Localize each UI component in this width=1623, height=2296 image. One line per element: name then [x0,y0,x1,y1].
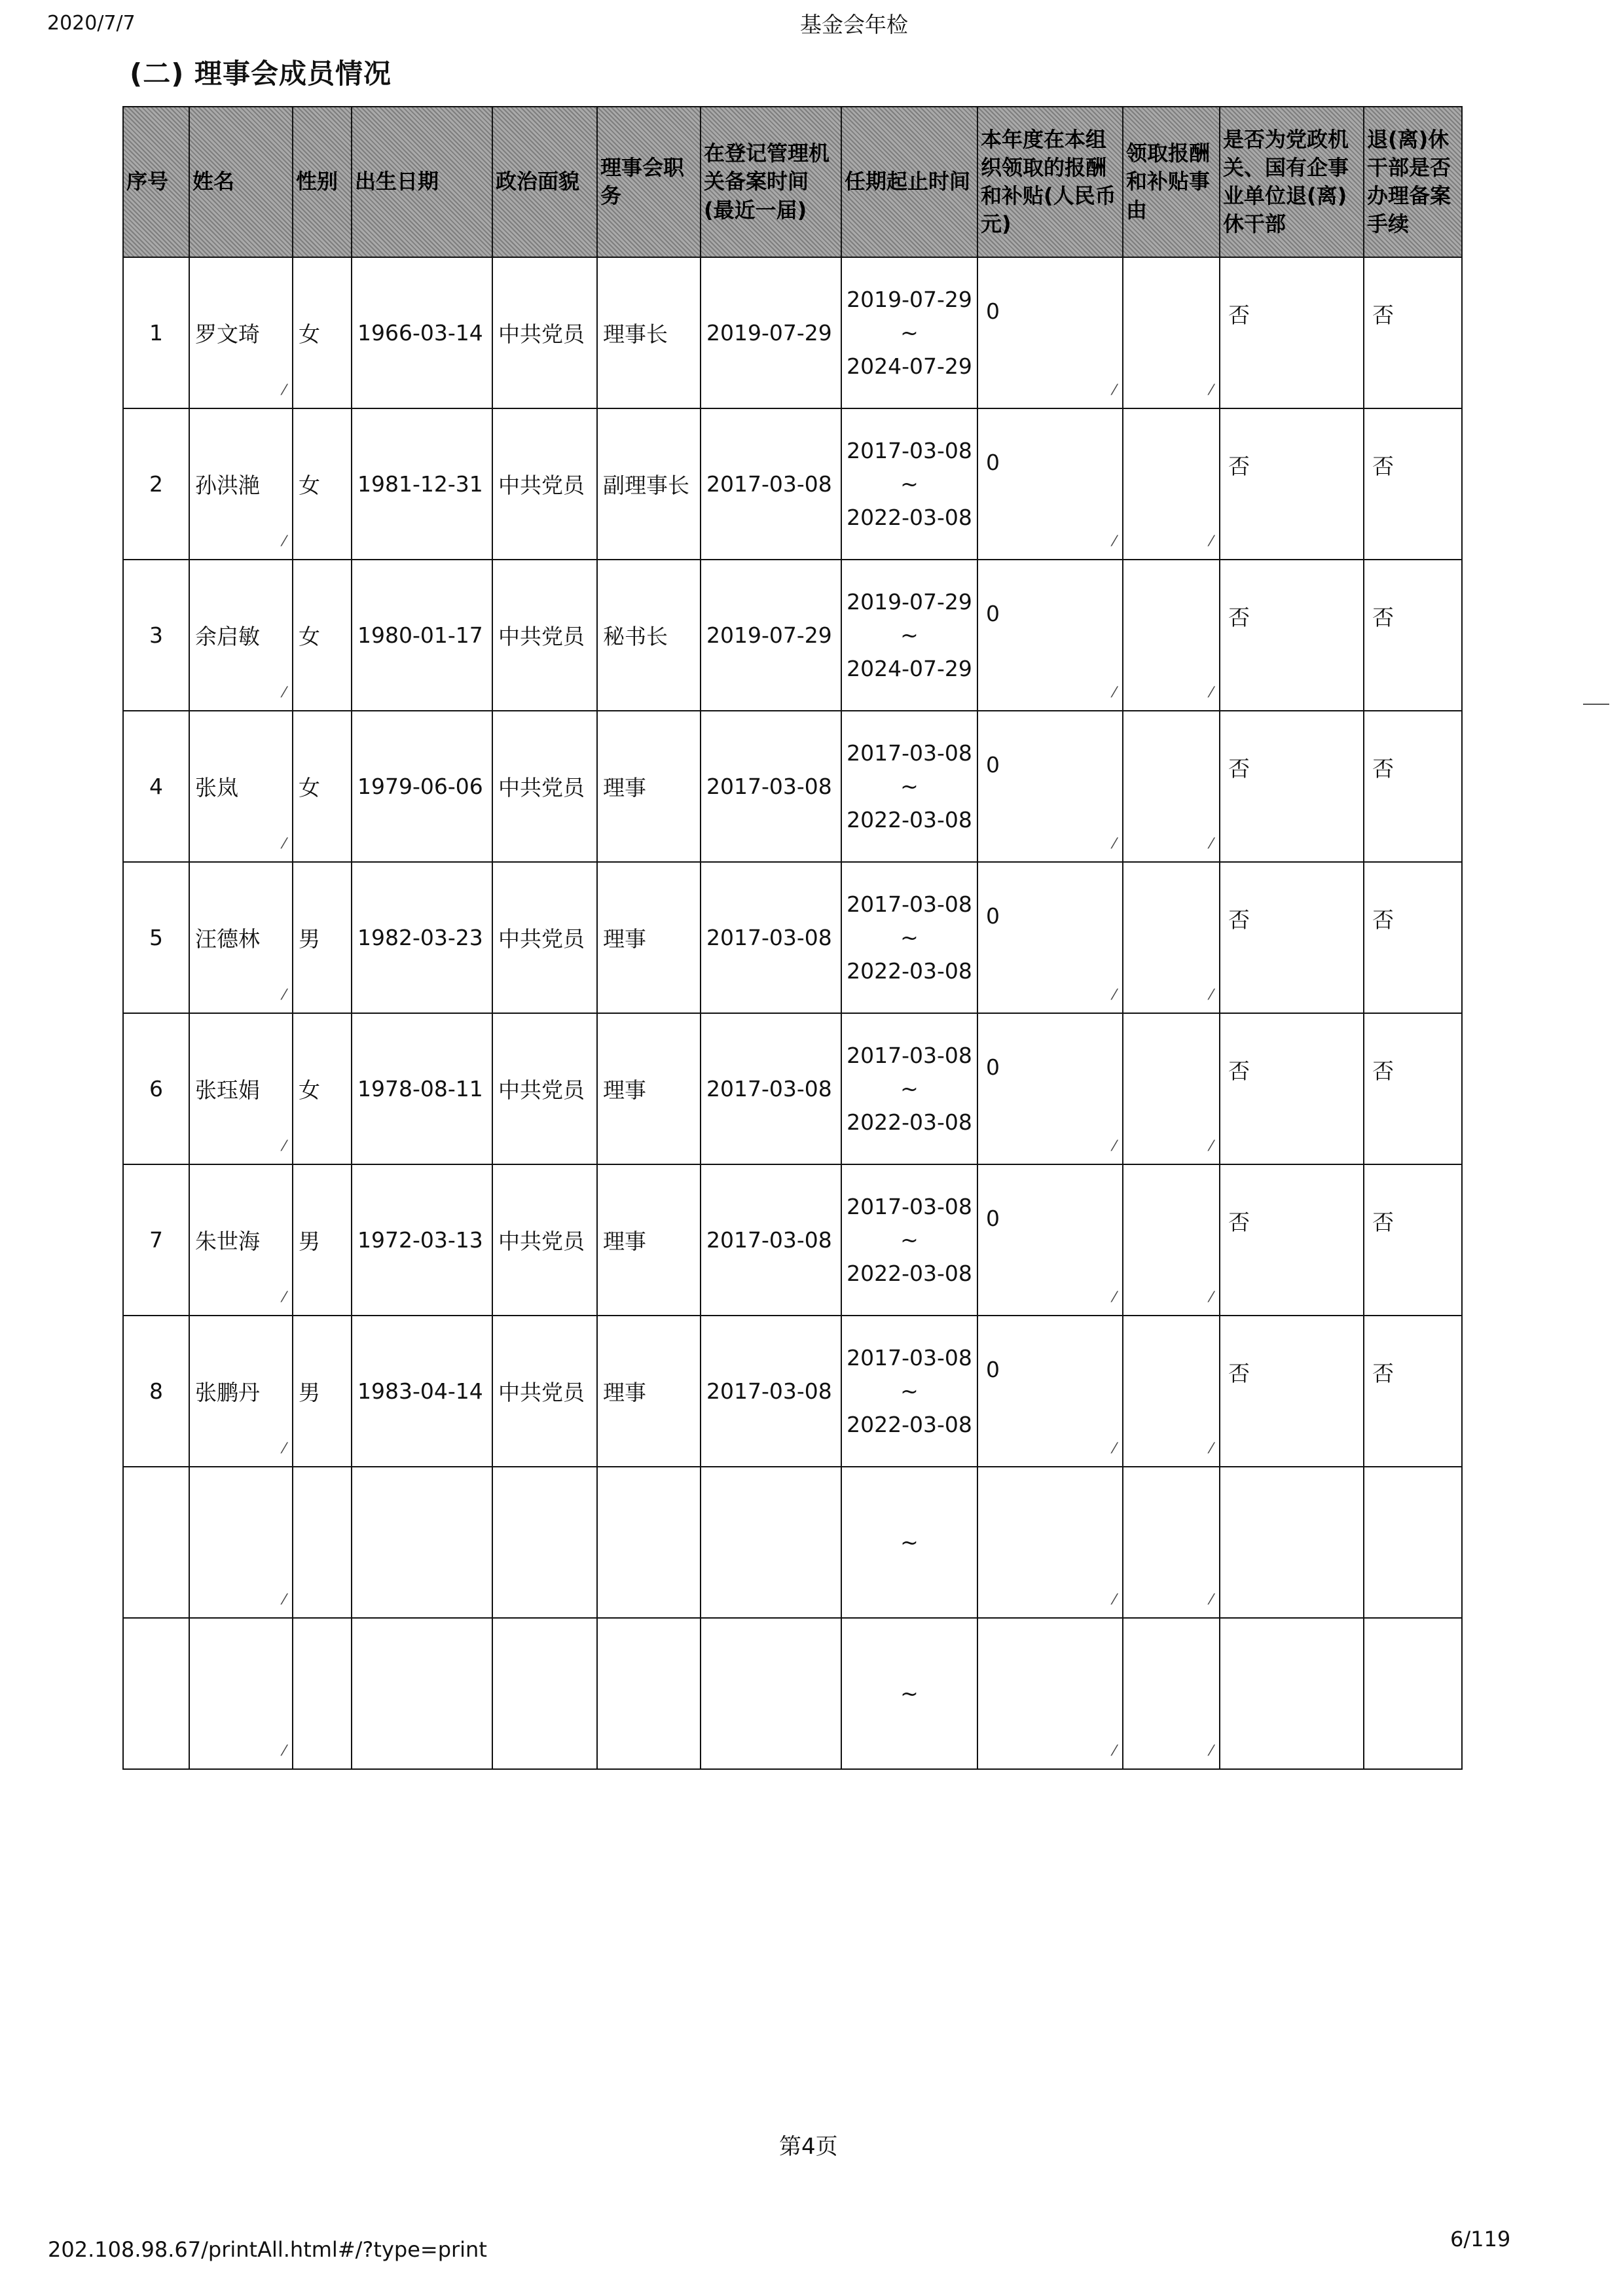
cell-retiree-filed-text: 否 [1372,302,1394,328]
cell-political-status-text: 中共党员 [498,775,585,800]
cell-gender [293,1467,352,1618]
column-header: 序号 [123,107,189,257]
cell-gender-text: 女 [299,473,320,498]
cell-retiree-filed [1364,711,1462,862]
resize-handle-icon: ⁄ [1113,685,1116,701]
cell-retiree-filed-text: 否 [1372,756,1394,781]
cell-retired-official [1220,1316,1364,1467]
cell-gender-text: 男 [299,1229,320,1254]
cell-filing-date [701,560,841,711]
cell-name [189,560,293,711]
cell-compensation-reason [1123,408,1220,560]
cell-retiree-filed [1364,1618,1462,1769]
cell-retiree-filed [1364,408,1462,560]
resize-handle-icon: ⁄ [283,1289,285,1306]
column-header: 在登记管理机关备案时间(最近一届) [701,107,841,257]
cell-retiree-filed [1364,1316,1462,1467]
cell-compensation [977,862,1123,1013]
cell-retired-official [1220,560,1364,711]
column-header: 任期起止时间 [841,107,977,257]
cell-compensation-reason [1123,1467,1220,1618]
cell-board-role-text: 秘书长 [603,624,668,649]
resize-handle-icon: ⁄ [283,1138,285,1155]
cell-political-status [492,257,597,408]
cell-filing-date [701,408,841,560]
cell-birth-date-text: 1980-01-17 [357,622,483,648]
cell-birth-date [352,1467,492,1618]
cell-index-text: 2 [149,471,163,497]
table-row [123,1467,1462,1618]
resize-handle-icon: ⁄ [283,1441,285,1457]
cell-retired-official [1220,711,1364,862]
term-sep: ~ [900,1378,919,1404]
cell-retiree-filed [1364,560,1462,711]
cell-name [189,1467,293,1618]
cell-filing-date-text: 2019-07-29 [706,622,832,648]
cell-board-role-text: 理事 [603,1077,646,1103]
cell-birth-date-text: 1982-03-23 [357,925,483,950]
cell-board-role-text: 理事长 [603,321,668,347]
cell-compensation-reason [1123,257,1220,408]
cell-index [123,862,189,1013]
cell-board-role [597,1164,701,1316]
term-end: 2022-03-08 [847,807,972,833]
resize-handle-icon: ⁄ [1210,382,1213,399]
cell-board-role-text: 理事 [603,1380,646,1405]
column-header: 领取报酬和补贴事由 [1123,107,1220,257]
cell-compensation-reason [1123,1316,1220,1467]
term-end: 2022-03-08 [847,1412,972,1438]
cell-retiree-filed [1364,1013,1462,1164]
section-title: (二) 理事会成员情况 [130,58,392,90]
cell-gender-text: 女 [299,624,320,649]
cell-gender-text: 男 [299,1380,320,1405]
cell-term [841,711,977,862]
cell-index [123,408,189,560]
table-row [123,408,1462,560]
cell-name [189,1013,293,1164]
cell-gender [293,560,352,711]
cell-birth-date [352,1164,492,1316]
cell-birth-date [352,257,492,408]
cell-board-role [597,257,701,408]
cell-political-status-text: 中共党员 [498,1077,585,1103]
cell-index-text: 7 [149,1227,163,1253]
cell-filing-date [701,257,841,408]
cell-filing-date [701,1013,841,1164]
cell-gender-text: 女 [299,321,320,347]
cell-compensation [977,1618,1123,1769]
cell-retiree-filed [1364,1164,1462,1316]
cell-index-text: 4 [149,774,163,799]
cell-political-status [492,1013,597,1164]
cell-filing-date-text: 2017-03-08 [706,925,832,950]
cell-retiree-filed [1364,257,1462,408]
cell-retired-official-text: 否 [1228,1210,1250,1235]
cell-birth-date [352,1316,492,1467]
term-end: 2024-07-29 [847,656,972,682]
resize-handle-icon: ⁄ [1210,1138,1213,1155]
cell-gender [293,408,352,560]
resize-handle-icon: ⁄ [1210,987,1213,1003]
cell-compensation-text: 0 [986,903,1000,929]
cell-compensation-reason [1123,862,1220,1013]
cell-filing-date [701,1467,841,1618]
term-sep: ~ [900,1075,919,1102]
cell-name-text: 朱世海 [195,1229,260,1254]
resize-handle-icon: ⁄ [283,533,285,550]
term-sep: ~ [900,924,919,950]
cell-term [841,1467,977,1618]
cell-name [189,408,293,560]
cell-board-role [597,1013,701,1164]
cell-political-status [492,862,597,1013]
cell-political-status-text: 中共党员 [498,1229,585,1254]
cell-name [189,1164,293,1316]
cell-retired-official [1220,1618,1364,1769]
cell-filing-date [701,711,841,862]
cell-gender [293,711,352,862]
cell-political-status-text: 中共党员 [498,1380,585,1405]
cell-filing-date-text: 2019-07-29 [706,320,832,346]
resize-handle-icon: ⁄ [1113,987,1116,1003]
resize-handle-icon: ⁄ [1113,836,1116,852]
cell-retired-official-text: 否 [1228,756,1250,781]
cell-board-role [597,408,701,560]
resize-handle-icon: ⁄ [1210,1592,1213,1608]
cell-filing-date [701,1316,841,1467]
table-row [123,257,1462,408]
cell-political-status [492,1618,597,1769]
print-date: 2020/7/7 [47,12,136,35]
column-header: 性别 [293,107,352,257]
cell-compensation-text: 0 [986,450,1000,475]
table-row [123,1618,1462,1769]
cell-birth-date [352,711,492,862]
term-end: 2022-03-08 [847,1261,972,1287]
cell-term [841,408,977,560]
cell-birth-date [352,408,492,560]
cell-name-text: 张岚 [195,775,238,800]
cell-political-status [492,1164,597,1316]
cell-compensation [977,408,1123,560]
cell-term [841,862,977,1013]
cell-gender-text: 女 [299,1077,320,1103]
cell-retiree-filed-text: 否 [1372,1361,1394,1386]
resize-handle-icon: ⁄ [1113,1138,1116,1155]
cell-filing-date [701,1618,841,1769]
cell-compensation [977,1316,1123,1467]
cell-compensation [977,560,1123,711]
resize-handle-icon: ⁄ [283,1743,285,1759]
term-sep: ~ [900,773,919,799]
term-start: 2017-03-08 [847,1344,972,1371]
table-row [123,711,1462,862]
table-body [123,257,1462,1769]
cell-compensation-text: 0 [986,1054,1000,1080]
resize-handle-icon: ⁄ [1113,533,1116,550]
term-end: 2022-03-08 [847,505,972,531]
cell-name-text: 孙洪滟 [195,473,260,498]
cell-retiree-filed-text: 否 [1372,907,1394,933]
cell-compensation-reason [1123,1164,1220,1316]
cell-term [841,1618,977,1769]
cell-board-role-text: 理事 [603,1229,646,1254]
cell-retired-official-text: 否 [1228,605,1250,630]
term-start: 2017-03-08 [847,891,972,917]
page-count: 6/119 [1450,2227,1511,2251]
cell-filing-date-text: 2017-03-08 [706,1076,832,1102]
cell-compensation [977,257,1123,408]
table-row [123,1164,1462,1316]
cell-retired-official-text: 否 [1228,1058,1250,1084]
resize-handle-icon: ⁄ [283,836,285,852]
cell-compensation [977,711,1123,862]
cell-retiree-filed-text: 否 [1372,1058,1394,1084]
cell-political-status-text: 中共党员 [498,624,585,649]
cell-retiree-filed-text: 否 [1372,454,1394,479]
resize-handle-icon: ⁄ [1113,1743,1116,1759]
cell-index [123,711,189,862]
cell-political-status [492,560,597,711]
table-header-row [123,107,1462,257]
term-start: 2017-03-08 [847,1193,972,1219]
table-row [123,1316,1462,1467]
cell-compensation [977,1467,1123,1618]
table-row [123,1013,1462,1164]
cell-compensation-reason [1123,560,1220,711]
cell-board-role-text: 理事 [603,926,646,952]
cell-birth-date-text: 1972-03-13 [357,1227,483,1253]
resize-handle-icon: ⁄ [1210,1289,1213,1306]
cell-gender [293,1618,352,1769]
cell-index [123,560,189,711]
cell-term [841,1013,977,1164]
cell-political-status [492,1316,597,1467]
cell-index [123,1013,189,1164]
cell-retired-official [1220,1467,1364,1618]
resize-handle-icon: ⁄ [1113,1441,1116,1457]
cell-index [123,1618,189,1769]
resize-handle-icon: ⁄ [1113,1289,1116,1306]
term-start: 2019-07-29 [847,286,972,312]
cell-gender-text: 男 [299,926,320,952]
document-title: 基金会年检 [800,12,908,37]
column-header: 姓名 [189,107,293,257]
page-url: 202.108.98.67/printAll.html#/?type=print [48,2237,487,2262]
cell-board-role [597,560,701,711]
column-header: 出生日期 [352,107,492,257]
term-end: 2022-03-08 [847,1109,972,1136]
cell-compensation [977,1013,1123,1164]
cell-retired-official [1220,257,1364,408]
cell-index [123,257,189,408]
cell-gender [293,257,352,408]
cell-retired-official-text: 否 [1228,1361,1250,1386]
cell-filing-date-text: 2017-03-08 [706,774,832,799]
term-sep: ~ [900,319,919,346]
cell-political-status [492,711,597,862]
cell-retiree-filed [1364,862,1462,1013]
cell-birth-date-text: 1983-04-14 [357,1378,483,1404]
term-sep: ~ [900,471,919,497]
cell-compensation-reason [1123,711,1220,862]
term-sep: ~ [900,1529,919,1555]
resize-handle-icon: ⁄ [283,987,285,1003]
cell-gender [293,1164,352,1316]
resize-handle-icon: ⁄ [1210,685,1213,701]
cell-board-role [597,1316,701,1467]
cell-board-role-text: 副理事长 [603,473,689,498]
cell-index-text: 1 [149,320,163,346]
cell-name-text: 汪德林 [195,926,260,952]
cell-term [841,1164,977,1316]
column-header: 政治面貌 [492,107,597,257]
cell-retired-official [1220,862,1364,1013]
term-start: 2017-03-08 [847,1042,972,1068]
cell-filing-date-text: 2017-03-08 [706,471,832,497]
cell-retired-official-text: 否 [1228,454,1250,479]
cell-retired-official [1220,408,1364,560]
board-members-table [122,106,1463,1770]
cell-retired-official [1220,1164,1364,1316]
resize-handle-icon: ⁄ [1210,836,1213,852]
cell-gender [293,1316,352,1467]
cell-name [189,1618,293,1769]
cell-index [123,1316,189,1467]
cell-board-role [597,862,701,1013]
cell-filing-date [701,862,841,1013]
scan-margin-mark [1583,704,1609,705]
resize-handle-icon: ⁄ [1210,1441,1213,1457]
cell-political-status [492,408,597,560]
cell-compensation-text: 0 [986,298,1000,324]
column-header: 本年度在本组织领取的报酬和补贴(人民币元) [977,107,1123,257]
cell-retiree-filed-text: 否 [1372,1210,1394,1235]
cell-political-status-text: 中共党员 [498,321,585,347]
cell-index [123,1164,189,1316]
cell-gender-text: 女 [299,775,320,800]
cell-board-role [597,1467,701,1618]
cell-birth-date [352,862,492,1013]
cell-compensation-text: 0 [986,1357,1000,1382]
term-start: 2017-03-08 [847,437,972,463]
term-end: 2022-03-08 [847,958,972,984]
column-header: 退(离)休干部是否办理备案手续 [1364,107,1462,257]
cell-term [841,257,977,408]
cell-birth-date [352,1013,492,1164]
cell-retiree-filed [1364,1467,1462,1618]
cell-compensation-text: 0 [986,752,1000,778]
cell-compensation-text: 0 [986,1206,1000,1231]
column-header: 是否为党政机关、国有企事业单位退(离)休干部 [1220,107,1364,257]
resize-handle-icon: ⁄ [283,685,285,701]
cell-term [841,1316,977,1467]
cell-birth-date-text: 1978-08-11 [357,1076,483,1102]
cell-board-role-text: 理事 [603,775,646,800]
cell-name [189,862,293,1013]
cell-term [841,560,977,711]
cell-name [189,711,293,862]
cell-compensation-reason [1123,1013,1220,1164]
resize-handle-icon: ⁄ [1210,533,1213,550]
cell-name [189,257,293,408]
term-end: 2024-07-29 [847,353,972,380]
cell-retired-official-text: 否 [1228,302,1250,328]
resize-handle-icon: ⁄ [283,382,285,399]
term-sep: ~ [900,1227,919,1253]
cell-retired-official-text: 否 [1228,907,1250,933]
cell-retiree-filed-text: 否 [1372,605,1394,630]
table-row [123,560,1462,711]
cell-name-text: 张珏娟 [195,1077,260,1103]
term-sep: ~ [900,622,919,648]
term-start: 2017-03-08 [847,740,972,766]
cell-birth-date-text: 1979-06-06 [357,774,483,799]
resize-handle-icon: ⁄ [283,1592,285,1608]
cell-index [123,1467,189,1618]
cell-filing-date-text: 2017-03-08 [706,1227,832,1253]
cell-gender [293,1013,352,1164]
cell-index-text: 6 [149,1076,163,1102]
cell-political-status-text: 中共党员 [498,926,585,952]
cell-compensation [977,1164,1123,1316]
cell-gender [293,862,352,1013]
resize-handle-icon: ⁄ [1113,1592,1116,1608]
cell-political-status [492,1467,597,1618]
cell-name [189,1316,293,1467]
cell-birth-date [352,1618,492,1769]
term-start: 2019-07-29 [847,588,972,615]
resize-handle-icon: ⁄ [1210,1743,1213,1759]
cell-compensation-reason [1123,1618,1220,1769]
cell-index-text: 3 [149,622,163,648]
cell-board-role [597,1618,701,1769]
cell-compensation-text: 0 [986,601,1000,626]
table-row [123,862,1462,1013]
cell-index-text: 5 [149,925,163,950]
cell-birth-date [352,560,492,711]
cell-filing-date-text: 2017-03-08 [706,1378,832,1404]
cell-index-text: 8 [149,1378,163,1404]
cell-retired-official [1220,1013,1364,1164]
resize-handle-icon: ⁄ [1113,382,1116,399]
cell-filing-date [701,1164,841,1316]
cell-name-text: 余启敏 [195,624,260,649]
page-number: 第4页 [779,2134,838,2160]
term-sep: ~ [900,1680,919,1706]
cell-birth-date-text: 1966-03-14 [357,320,483,346]
cell-name-text: 张鹏丹 [195,1380,260,1405]
column-header: 理事会职务 [597,107,701,257]
cell-birth-date-text: 1981-12-31 [357,471,483,497]
cell-name-text: 罗文琦 [195,321,260,347]
cell-board-role [597,711,701,862]
cell-political-status-text: 中共党员 [498,473,585,498]
